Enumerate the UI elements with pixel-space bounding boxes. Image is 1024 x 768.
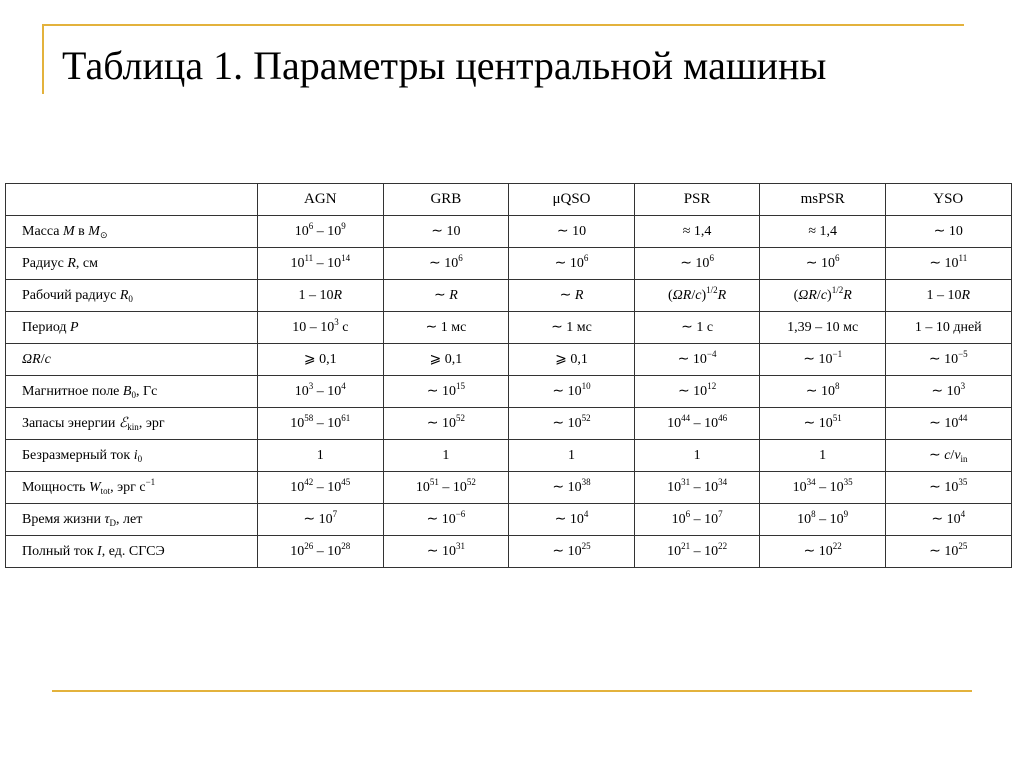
cell-psr: ∼ $10^{-4}$ (634, 344, 760, 376)
cell-uqso: ∼ $10^{10}$ (509, 376, 635, 408)
cell-agn: $10 - 10^3$ с (258, 312, 384, 344)
cell-uqso: ∼ $10^{52}$ (509, 408, 635, 440)
table-row (6, 248, 1012, 280)
header-uqso: μQSO (509, 184, 635, 216)
cell-uqso: ∼ R (509, 280, 635, 312)
cell-yso: ∼ $10^{11}$ (885, 248, 1011, 280)
table-row (6, 408, 1012, 440)
cell-mspsr: $10^8 - 10^9$ (760, 504, 886, 536)
cell-agn: ∼ $10^7$ (258, 504, 384, 536)
cell-uqso: ∼ $10^{25}$ (509, 536, 635, 568)
cell-agn: $10^{58} - 10^{61}$ (258, 408, 384, 440)
row-label: Рабочий радиус $R_0$ (6, 280, 258, 312)
row-label: Время жизни $\tau_D$, лет (6, 504, 258, 536)
header-agn: AGN (258, 184, 384, 216)
cell-psr: ∼ 1 с (634, 312, 760, 344)
cell-psr: $10^{31} - 10^{34}$ (634, 472, 760, 504)
cell-psr: 1 (634, 440, 760, 472)
left-rule (42, 24, 44, 94)
header-mspsr: msPSR (760, 184, 886, 216)
cell-grb: ∼ $10^6$ (383, 248, 509, 280)
cell-yso: ∼ 10 (885, 216, 1011, 248)
row-label: Безразмерный ток $i_0$ (6, 440, 258, 472)
cell-yso: ∼ $10^{35}$ (885, 472, 1011, 504)
cell-agn: $10^3 - 10^4$ (258, 376, 384, 408)
cell-uqso: ∼ $10^6$ (509, 248, 635, 280)
row-label: Запасы энергии ℰ$_{kin}$, эрг (6, 408, 258, 440)
cell-mspsr: $10^{34} - 10^{35}$ (760, 472, 886, 504)
cell-uqso: ⩾ 0,1 (509, 344, 635, 376)
header-psr: PSR (634, 184, 760, 216)
cell-uqso: ∼ $10^4$ (509, 504, 635, 536)
cell-mspsr: ∼ $10^8$ (760, 376, 886, 408)
cell-agn: $10^{42} - 10^{45}$ (258, 472, 384, 504)
cell-yso: ∼ $10^{-5}$ (885, 344, 1011, 376)
cell-psr: $10^6 - 10^7$ (634, 504, 760, 536)
cell-grb: ∼ $10^{15}$ (383, 376, 509, 408)
row-label: ΩR/c (6, 344, 258, 376)
table-body (6, 216, 1012, 568)
cell-grb: ∼ $10^{31}$ (383, 536, 509, 568)
row-label: Магнитное поле $B_0$, Гс (6, 376, 258, 408)
table-row (6, 216, 1012, 248)
cell-agn: $10^{11} - 10^{14}$ (258, 248, 384, 280)
cell-yso: ∼ $10^4$ (885, 504, 1011, 536)
table-row (6, 440, 1012, 472)
cell-mspsr: ≈ 1,4 (760, 216, 886, 248)
row-label: Полный ток I, ед. СГСЭ (6, 536, 258, 568)
cell-uqso: ∼ $10^{38}$ (509, 472, 635, 504)
cell-grb: 1 (383, 440, 509, 472)
row-label: Период P (6, 312, 258, 344)
cell-grb: $10^{51} - 10^{52}$ (383, 472, 509, 504)
cell-agn: 1 (258, 440, 384, 472)
header-yso: YSO (885, 184, 1011, 216)
table-row (6, 472, 1012, 504)
cell-uqso: ∼ 1 мс (509, 312, 635, 344)
cell-agn: ⩾ 0,1 (258, 344, 384, 376)
header-grb: GRB (383, 184, 509, 216)
cell-yso: ∼ $10^3$ (885, 376, 1011, 408)
table-row (6, 504, 1012, 536)
cell-mspsr: 1 (760, 440, 886, 472)
cell-mspsr: ∼ $10^{22}$ (760, 536, 886, 568)
cell-agn: $10^6 - 10^9$ (258, 216, 384, 248)
table-row (6, 312, 1012, 344)
cell-uqso: 1 (509, 440, 635, 472)
cell-grb: ∼ $10^{-6}$ (383, 504, 509, 536)
cell-yso: ∼ $10^{25}$ (885, 536, 1011, 568)
cell-psr: ≈ 1,4 (634, 216, 760, 248)
parameters-table (5, 183, 1012, 568)
cell-mspsr: 1,39 – 10 мс (760, 312, 886, 344)
cell-grb: ∼ 1 мс (383, 312, 509, 344)
cell-yso: 1 – 10 дней (885, 312, 1011, 344)
cell-psr: ∼ $10^{12}$ (634, 376, 760, 408)
cell-yso: ∼ $c/v_{in}$ (885, 440, 1011, 472)
row-label: Мощность $W_{tot}$, эрг $с^{-1}$ (6, 472, 258, 504)
table-row (6, 344, 1012, 376)
slide-title: Таблица 1. Параметры центральной машины (62, 43, 827, 88)
cell-agn: 1 – 10R (258, 280, 384, 312)
row-label: Радиус R, см (6, 248, 258, 280)
cell-psr: $10^{21} - 10^{22}$ (634, 536, 760, 568)
cell-grb: ∼ 10 (383, 216, 509, 248)
cell-yso: 1 – 10R (885, 280, 1011, 312)
cell-mspsr: ∼ $10^{51}$ (760, 408, 886, 440)
table-header-row (6, 184, 1012, 216)
cell-mspsr: ∼ $10^{-1}$ (760, 344, 886, 376)
cell-psr: $10^{44} - 10^{46}$ (634, 408, 760, 440)
cell-grb: ⩾ 0,1 (383, 344, 509, 376)
cell-mspsr: $(\Omega R/c)^{1/2}R$ (760, 280, 886, 312)
cell-psr: $(\Omega R/c)^{1/2}R$ (634, 280, 760, 312)
row-label: Масса M в $M_⊙$ (6, 216, 258, 248)
top-rule (42, 24, 964, 26)
table-row (6, 280, 1012, 312)
cell-yso: ∼ $10^{44}$ (885, 408, 1011, 440)
cell-grb: ∼ R (383, 280, 509, 312)
cell-agn: $10^{26} - 10^{28}$ (258, 536, 384, 568)
table-row (6, 536, 1012, 568)
cell-psr: ∼ $10^6$ (634, 248, 760, 280)
table-row (6, 376, 1012, 408)
cell-grb: ∼ $10^{52}$ (383, 408, 509, 440)
header-corner (6, 184, 258, 216)
cell-mspsr: ∼ $10^6$ (760, 248, 886, 280)
bottom-rule (52, 690, 972, 692)
cell-uqso: ∼ 10 (509, 216, 635, 248)
